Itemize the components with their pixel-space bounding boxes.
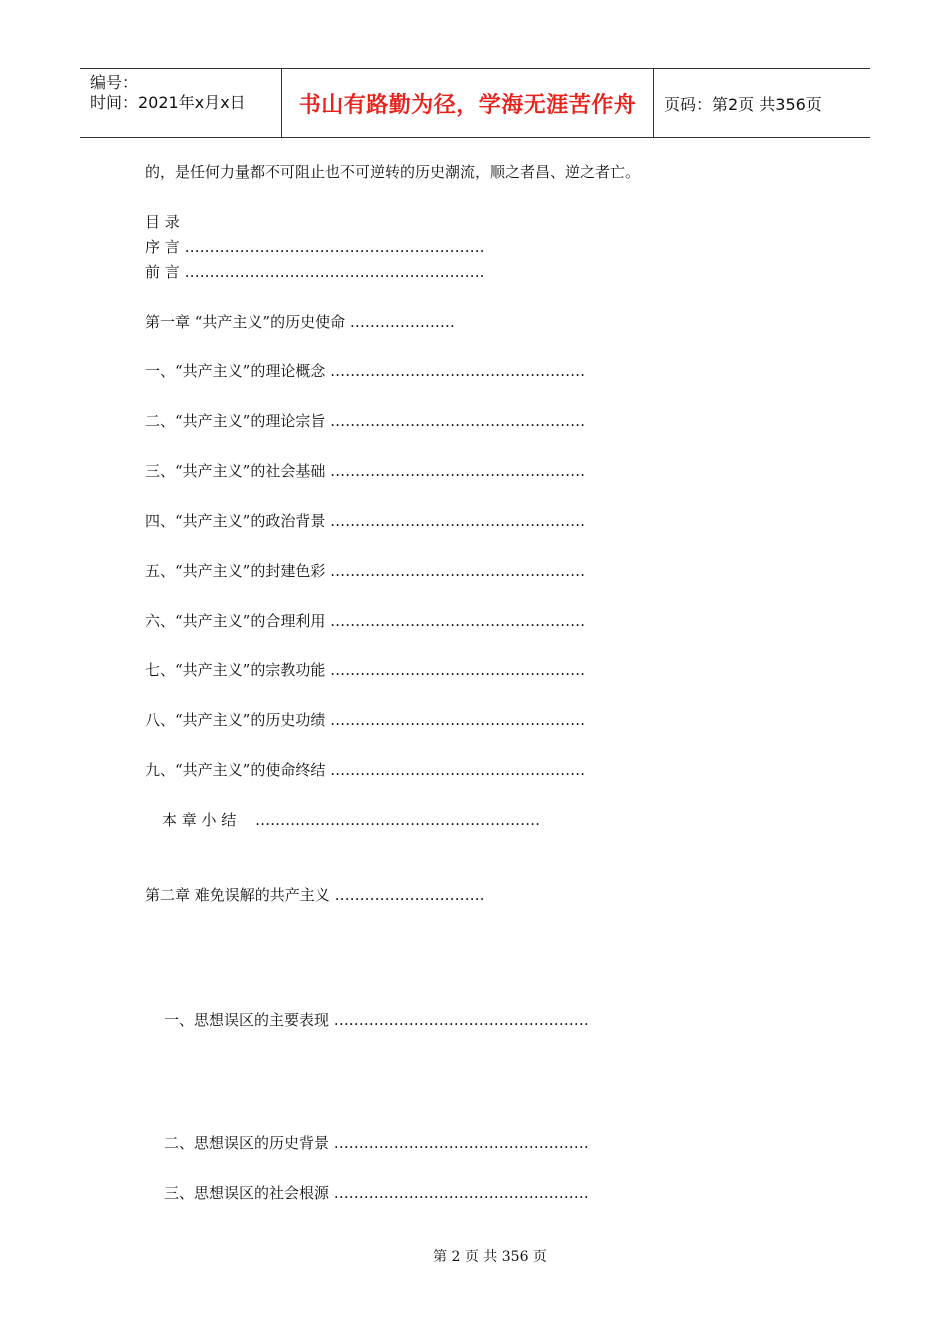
toc-leader: ……………………………………………	[330, 512, 586, 530]
toc-item[interactable]	[145, 710, 585, 730]
toc-leader: ……………………………………………	[330, 661, 586, 679]
toc-item-label: 一、“共产主义”的理论概念	[145, 362, 326, 380]
toc-item[interactable]	[164, 1133, 589, 1153]
toc-item[interactable]	[164, 1183, 589, 1203]
toc-item-label: 九、“共产主义”的使命终结	[145, 761, 326, 779]
toc-leader: ……………………………………………	[330, 612, 586, 630]
toc-leader: ……………………………………………	[330, 412, 586, 430]
toc-leader: ……………………………………………	[333, 1011, 589, 1029]
toc-item[interactable]	[145, 411, 585, 431]
intro-text: 的，是任何力量都不可阻止也不可逆转的历史潮流，顺之者昌、逆之者亡。	[145, 163, 641, 181]
toc-item-label: 本 章 小 结	[162, 811, 237, 829]
page-footer: 第 2 页 共 356 页	[433, 1249, 547, 1265]
toc-item-label: 一、思想误区的主要表现	[164, 1011, 330, 1029]
header-page-info: 页码：第2页 共356页	[664, 94, 822, 114]
toc-item-label: 二、“共产主义”的理论宗旨	[145, 412, 326, 430]
number-label: 编号：	[90, 73, 139, 92]
toc-item-label: 前 言	[145, 263, 180, 281]
toc-title: 目 录	[145, 213, 180, 231]
toc-item[interactable]	[145, 312, 455, 332]
toc-item-label: 序 言	[145, 238, 180, 256]
toc-item-label: 第二章 难免误解的共产主义	[145, 886, 330, 904]
toc-item[interactable]	[145, 262, 485, 282]
toc-leader: ……………………………………………	[330, 462, 586, 480]
toc-leader: ……………………………………………………	[184, 238, 485, 256]
date-label: 时间：2021年x月x日	[90, 93, 246, 112]
toc-item-label: 第一章 “共产主义”的历史使命	[145, 313, 346, 331]
toc-leader: ……………………………………………	[330, 562, 586, 580]
toc-leader: …………………	[349, 313, 455, 331]
toc-leader: …………………………………………………	[255, 811, 541, 829]
toc-item[interactable]	[145, 237, 485, 257]
toc-item[interactable]	[145, 611, 585, 631]
header-meta	[80, 69, 282, 137]
toc-item-label: 五、“共产主义”的封建色彩	[145, 562, 326, 580]
toc-item[interactable]	[145, 361, 585, 381]
toc-leader: …………………………	[334, 886, 485, 904]
header-motto: 书山有路勤为径，学海无涯苦作舟	[282, 69, 654, 137]
toc-leader: ……………………………………………	[333, 1134, 589, 1152]
toc-leader: ……………………………………………	[333, 1184, 589, 1202]
toc-item[interactable]	[145, 660, 585, 680]
toc-item[interactable]	[145, 760, 585, 780]
toc-item-label: 四、“共产主义”的政治背景	[145, 512, 326, 530]
toc-item-label: 八、“共产主义”的历史功绩	[145, 711, 326, 729]
toc-leader: ……………………………………………………	[184, 263, 485, 281]
toc-item[interactable]	[164, 1010, 589, 1030]
toc-item-label: 七、“共产主义”的宗教功能	[145, 661, 326, 679]
toc-item[interactable]	[145, 461, 585, 481]
toc-item[interactable]	[145, 511, 585, 531]
toc-item-label: 三、“共产主义”的社会基础	[145, 462, 326, 480]
toc-item[interactable]	[162, 810, 540, 830]
toc-item-label: 三、思想误区的社会根源	[164, 1184, 330, 1202]
toc-leader: ……………………………………………	[330, 761, 586, 779]
toc-item[interactable]	[145, 885, 485, 905]
toc-item-label: 六、“共产主义”的合理利用	[145, 612, 326, 630]
page-header	[80, 68, 870, 138]
toc-leader: ……………………………………………	[330, 711, 586, 729]
toc-leader: ……………………………………………	[330, 362, 586, 380]
toc-item[interactable]	[145, 561, 585, 581]
toc-item-label: 二、思想误区的历史背景	[164, 1134, 330, 1152]
